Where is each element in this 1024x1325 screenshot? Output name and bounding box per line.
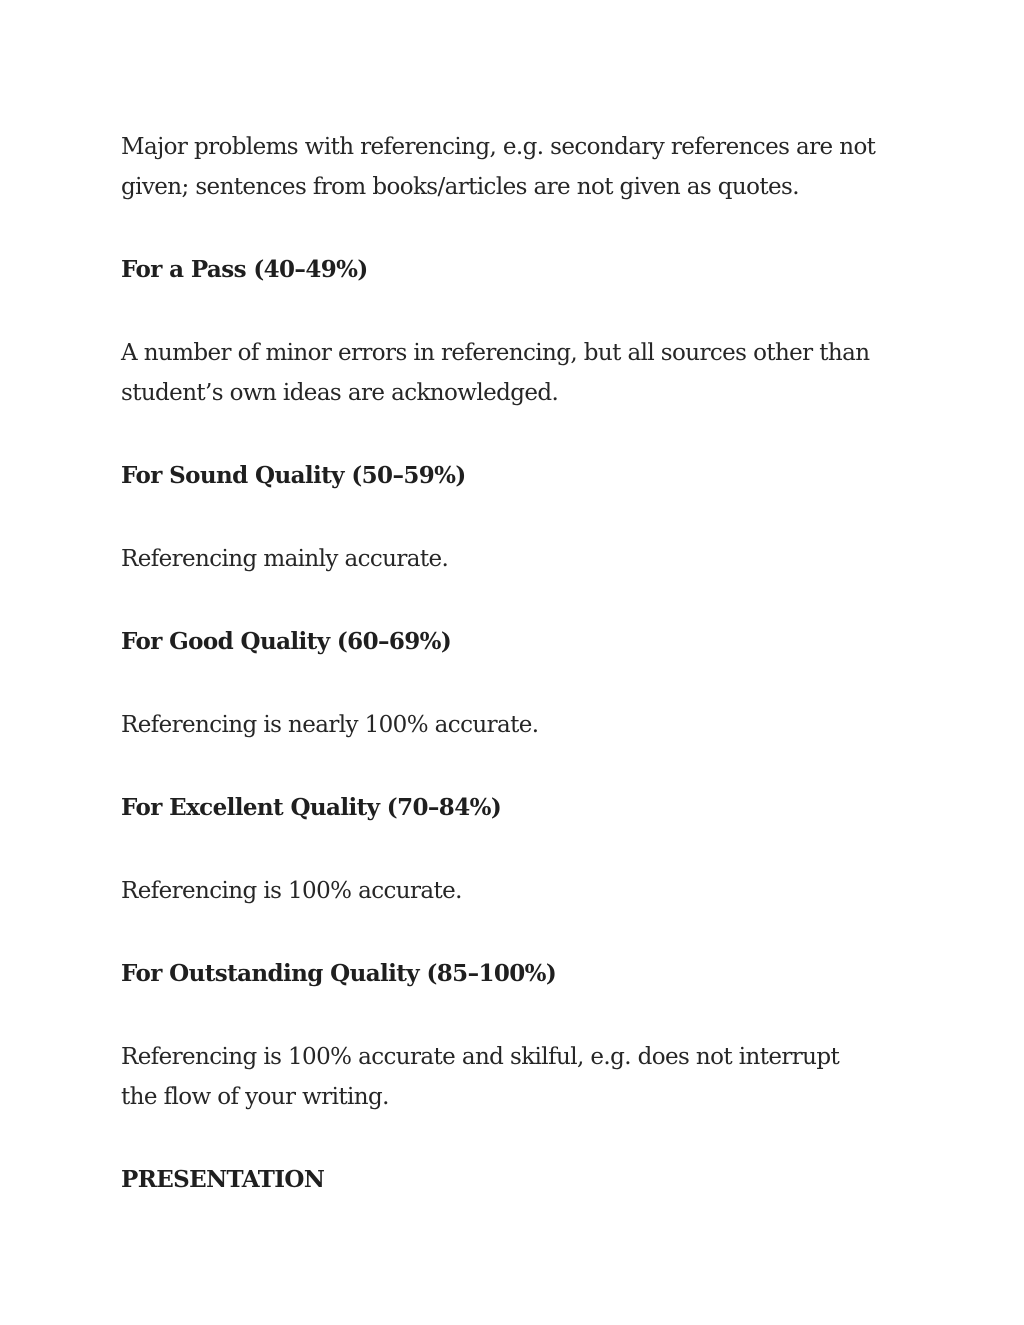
paragraph-excellent-quality: Referencing is 100% accurate. xyxy=(121,878,462,904)
heading-presentation: PRESENTATION xyxy=(121,1166,325,1193)
paragraph-good-quality: Referencing is nearly 100% accurate. xyxy=(121,712,539,738)
heading-sound-quality: For Sound Quality (50–59%) xyxy=(121,462,466,489)
heading-outstanding-quality: For Outstanding Quality (85–100%) xyxy=(121,960,557,987)
heading-pass: For a Pass (40–49%) xyxy=(121,256,368,283)
heading-good-quality: For Good Quality (60–69%) xyxy=(121,628,452,655)
paragraph-major-problems: Major problems with referencing, e.g. secondary references are not given; sentences from books/articles are not given as quotes. xyxy=(121,134,876,200)
heading-excellent-quality: For Excellent Quality (70–84%) xyxy=(121,794,502,821)
paragraph-outstanding-quality: Referencing is 100% accurate and skilful, e.g. does not interrupt the flow of your writing. xyxy=(121,1044,840,1110)
paragraph-pass: A number of minor errors in referencing, but all sources other than student’s own ideas are acknowledged. xyxy=(121,340,870,406)
document-page xyxy=(121,127,881,1243)
paragraph-sound-quality: Referencing mainly accurate. xyxy=(121,546,449,572)
